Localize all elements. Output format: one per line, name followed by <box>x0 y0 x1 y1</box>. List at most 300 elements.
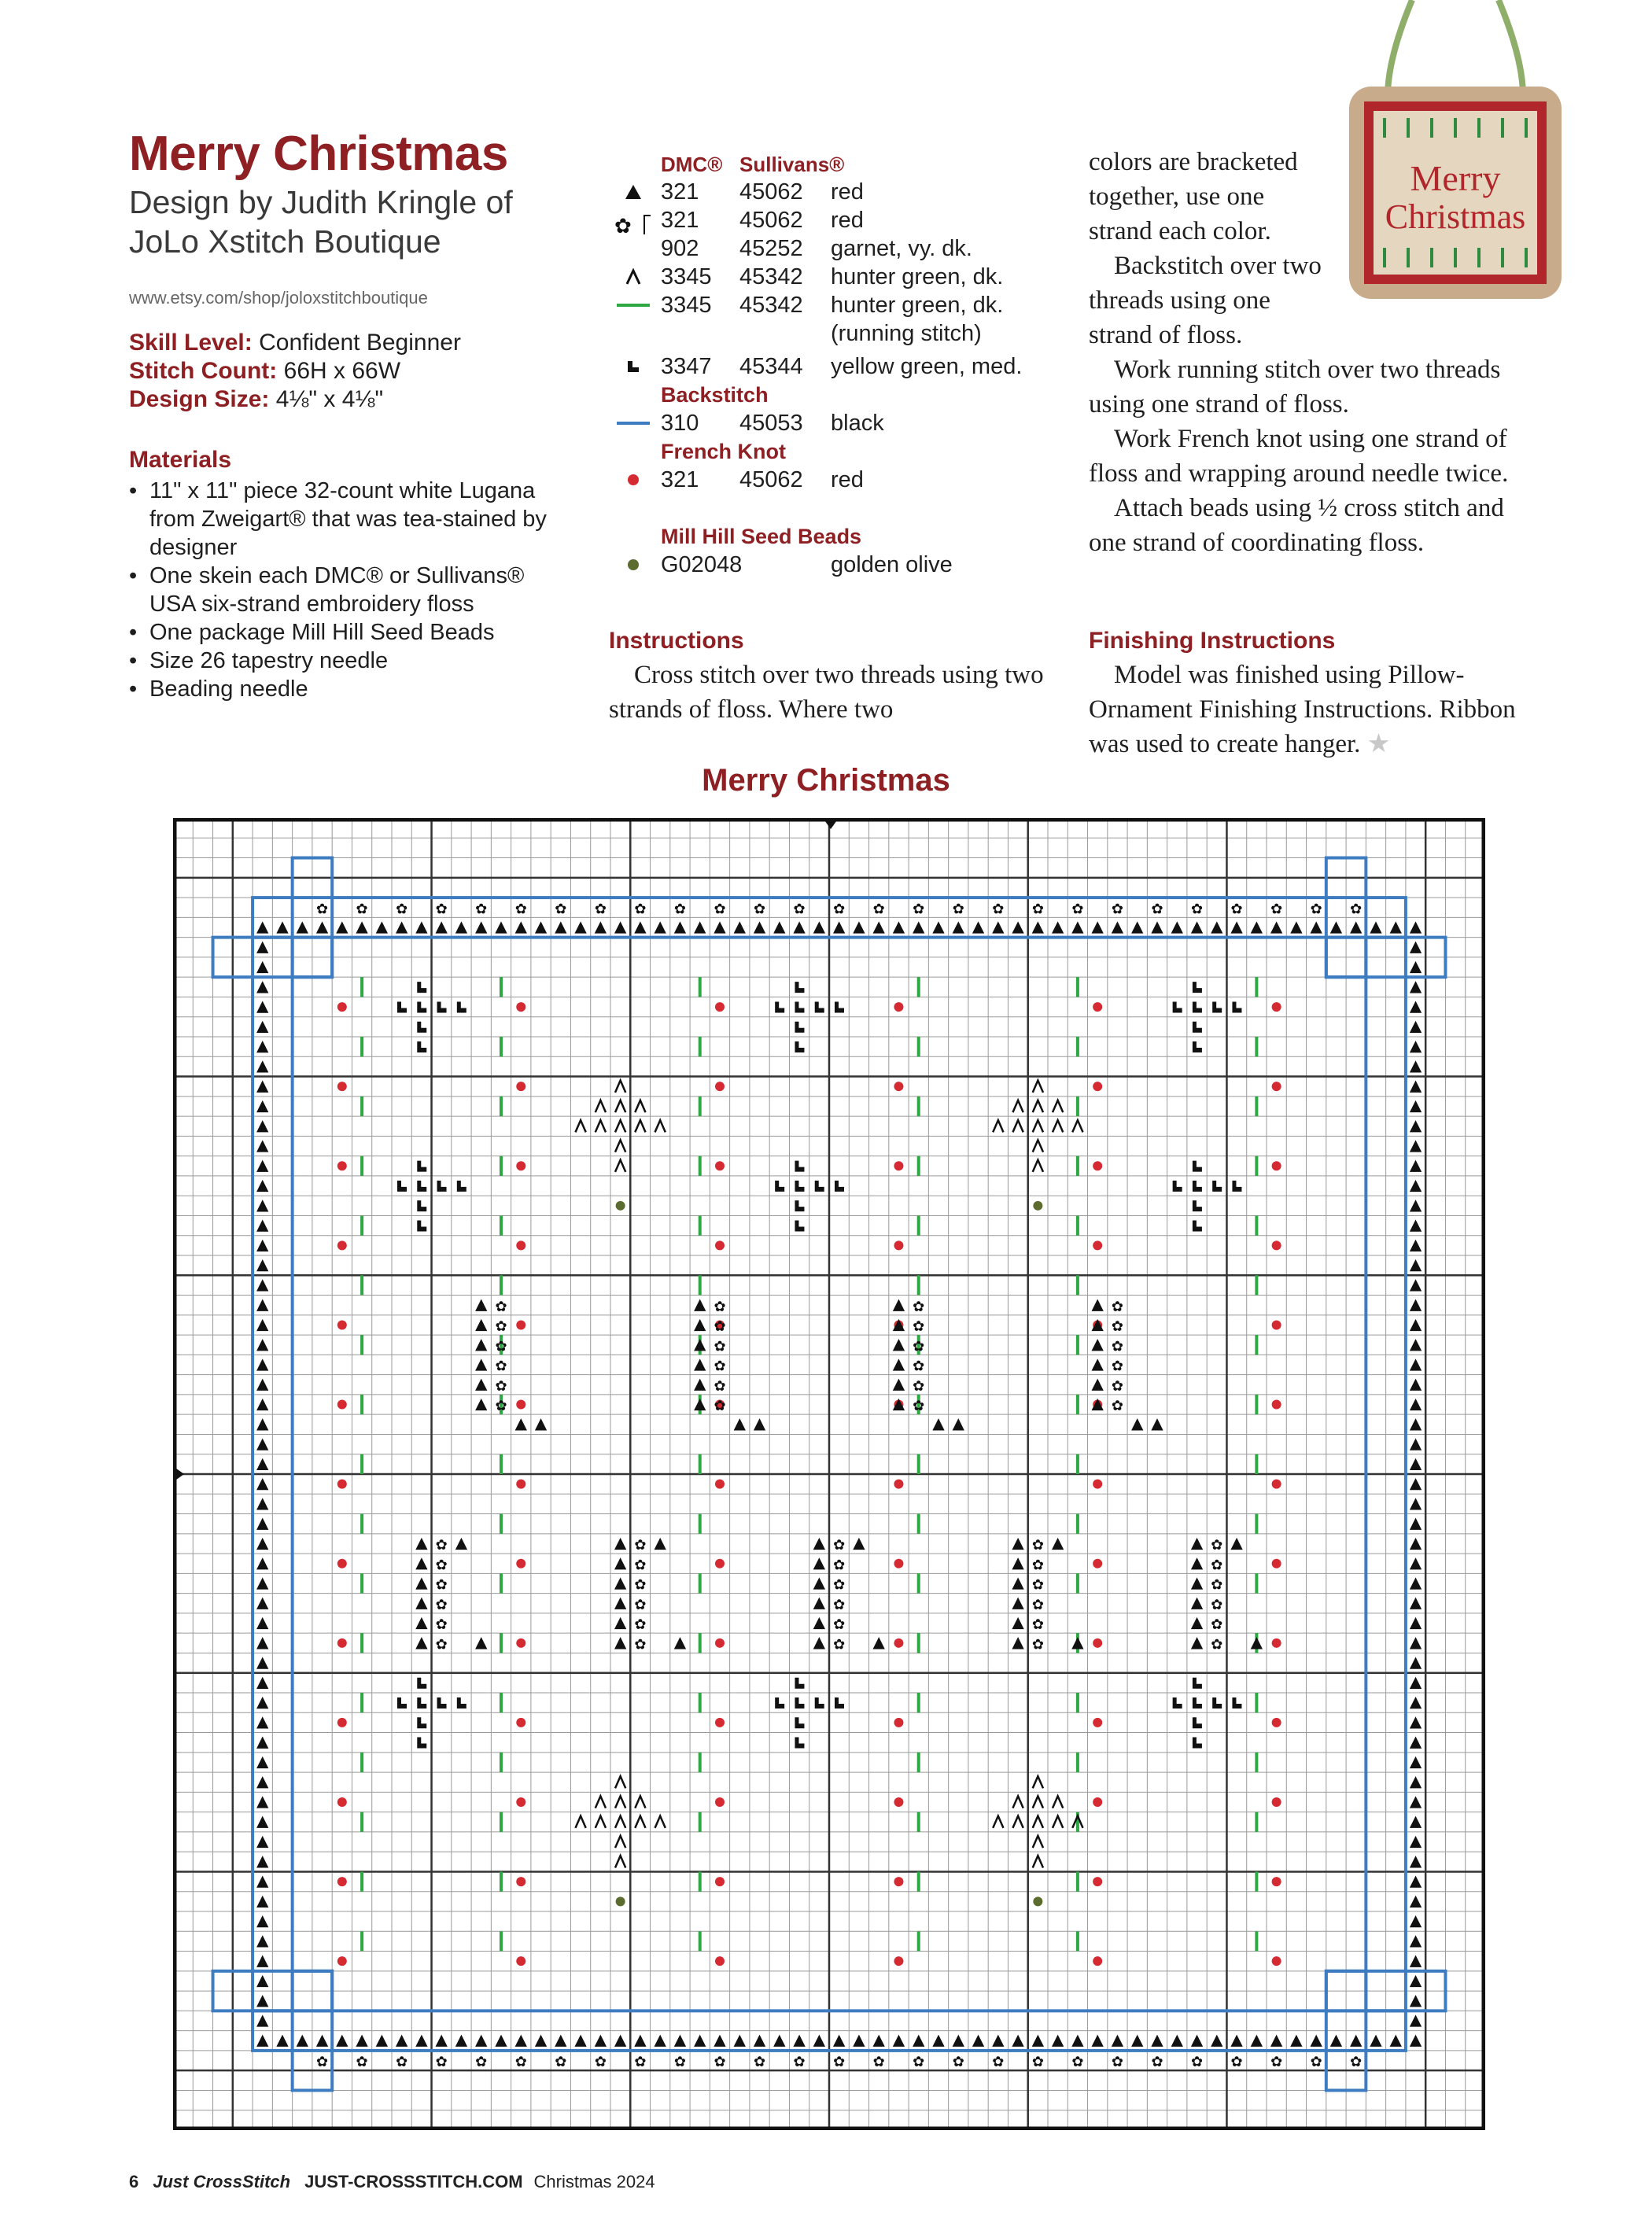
stitch-triangle <box>276 921 288 933</box>
stitch-triangle <box>1012 1577 1023 1589</box>
stitch-triangle <box>297 2035 308 2047</box>
magazine-site: JUST-CROSSSTITCH.COM <box>304 2172 523 2191</box>
stitch-flower: ✿ <box>1350 901 1363 918</box>
stitch-triangle <box>694 2035 706 2047</box>
stitch-triangle <box>475 1637 487 1649</box>
stitch-triangle <box>256 1001 268 1012</box>
stitch-caret <box>615 1140 625 1152</box>
stitch-caret <box>615 1160 625 1172</box>
stitch-triangle <box>614 921 626 933</box>
stitch-triangle <box>256 961 268 973</box>
stitch-triangle <box>1230 921 1242 933</box>
stitch-flower: ✿ <box>435 1557 448 1574</box>
stitch-triangle <box>276 2035 288 2047</box>
stitch-caret <box>1033 1796 1043 1808</box>
french-knot <box>516 1638 525 1648</box>
stitch-triangle <box>655 1538 666 1550</box>
stitch-caret <box>1033 1816 1043 1828</box>
stitch-flower: ✿ <box>1071 901 1084 918</box>
stitch-triangle <box>1410 1716 1422 1728</box>
stitch-triangle <box>396 921 407 933</box>
stitch-triangle <box>953 921 964 933</box>
stitch-triangle <box>1151 1418 1163 1430</box>
stitch-corner <box>1193 1041 1202 1052</box>
stitch-triangle <box>972 2035 984 2047</box>
stitch-flower: ✿ <box>1031 1616 1044 1634</box>
stitch-triangle <box>992 2035 1004 2047</box>
stitch-triangle <box>932 2035 944 2047</box>
stitch-triangle <box>415 1557 427 1569</box>
stitch-flower: ✿ <box>396 901 408 918</box>
seed-bead <box>616 1896 625 1906</box>
stitch-corner <box>417 1220 426 1231</box>
stitch-flower: ✿ <box>594 901 607 918</box>
stitch-triangle <box>1410 961 1422 973</box>
stitch-triangle <box>1410 1915 1422 1927</box>
stitch-flower: ✿ <box>634 1636 647 1653</box>
stitch-corner <box>1232 1001 1241 1012</box>
stitch-triangle <box>1410 1060 1422 1072</box>
svg-text:✿: ✿ <box>614 215 632 234</box>
stitch-flower: ✿ <box>634 1616 647 1634</box>
instructions-text-part-1: Cross stitch over two threads using two strands of floss. Where two <box>609 661 1044 724</box>
stitch-flower: ✿ <box>714 901 726 918</box>
french-knot <box>337 1320 347 1329</box>
stitch-flower: ✿ <box>435 1596 448 1613</box>
stitch-triangle <box>535 921 547 933</box>
stitch-triangle <box>754 1418 765 1430</box>
stitch-triangle <box>1191 1577 1203 1589</box>
french-knot <box>516 1002 525 1012</box>
stitch-flower: ✿ <box>555 901 567 918</box>
stitch-corner <box>775 1181 784 1192</box>
stitch-triangle <box>1191 921 1203 933</box>
stitch-triangle <box>1410 1438 1422 1450</box>
materials-list <box>129 477 570 703</box>
stitch-corner <box>417 1738 426 1749</box>
french-knot <box>715 1638 725 1648</box>
stitch-triangle <box>1171 921 1183 933</box>
stitch-flower: ✿ <box>992 901 1005 918</box>
stitch-triangle <box>256 1319 268 1331</box>
stitch-flower: ✿ <box>495 1377 507 1395</box>
stitch-triangle <box>1410 1557 1422 1569</box>
french-knot <box>337 1638 347 1648</box>
stitch-triangle <box>1410 1041 1422 1052</box>
stitch-triangle <box>256 1816 268 1828</box>
stitch-triangle <box>256 1617 268 1629</box>
stitch-corner <box>795 1022 804 1033</box>
french-knot <box>337 1797 347 1807</box>
stitch-triangle <box>475 1379 487 1391</box>
stitch-caret <box>993 1120 1003 1132</box>
stitch-triangle <box>1052 921 1064 933</box>
stitch-triangle <box>1211 921 1222 933</box>
stitch-triangle <box>953 1418 964 1430</box>
french-knot <box>894 1240 903 1250</box>
stitch-caret <box>1053 1796 1063 1808</box>
stitch-triangle <box>1410 1418 1422 1430</box>
french-knot <box>337 1161 347 1170</box>
stitch-triangle <box>256 1538 268 1550</box>
stitch-triangle <box>1012 1617 1023 1629</box>
page-title: Merry Christmas <box>129 127 508 181</box>
stitch-flower: ✿ <box>1031 901 1044 918</box>
stitch-flower: ✿ <box>1031 1557 1044 1574</box>
stitch-triangle <box>574 921 586 933</box>
stitch-triangle <box>813 1617 825 1629</box>
stitch-triangle <box>256 1697 268 1708</box>
stitch-triangle <box>734 921 746 933</box>
stitch-triangle <box>1410 1021 1422 1033</box>
stitch-triangle <box>1131 1418 1143 1430</box>
skill-level: Skill Level: Confident Beginner <box>129 330 461 356</box>
stitch-triangle <box>574 2035 586 2047</box>
stitch-corner <box>1193 1697 1202 1708</box>
stitch-flower: ✿ <box>673 2054 687 2071</box>
stitch-triangle <box>1390 2035 1402 2047</box>
french-knot <box>715 1161 725 1170</box>
stitch-triangle <box>256 1756 268 1768</box>
french-knot <box>715 1956 725 1966</box>
stitch-corner <box>795 982 804 993</box>
stitch-caret <box>635 1100 645 1112</box>
stitch-caret <box>615 1796 625 1808</box>
stitch-triangle <box>256 1557 268 1569</box>
stitch-flower: ✿ <box>435 2054 448 2071</box>
corner-mark-icon <box>625 358 642 375</box>
stitch-triangle <box>754 2035 765 2047</box>
stitch-triangle <box>1410 1637 1422 1649</box>
stitch-triangle <box>415 921 427 933</box>
stitch-triangle <box>256 1100 268 1112</box>
stitch-triangle <box>1410 1935 1422 1947</box>
stitch-flower: ✿ <box>1211 1537 1223 1554</box>
stitch-triangle <box>256 1498 268 1509</box>
stitch-corner <box>1193 1678 1202 1689</box>
stitch-triangle <box>1092 1379 1104 1391</box>
stitch-triangle <box>256 1657 268 1668</box>
stitch-triangle <box>495 2035 507 2047</box>
stitch-triangle <box>674 1637 686 1649</box>
stitch-triangle <box>932 921 944 933</box>
stitch-flower: ✿ <box>1190 901 1204 918</box>
stitch-triangle <box>734 2035 746 2047</box>
key-row: 3345 45342 hunter green, dk. <box>606 263 1062 291</box>
french-knot <box>715 1559 725 1568</box>
stitch-flower: ✿ <box>435 1616 448 1634</box>
french-knot <box>894 1002 903 1012</box>
stitch-triangle <box>1410 1379 1422 1391</box>
running-stitch-instruction: Work running stitch over two threads using one strand of floss. <box>1089 356 1501 418</box>
french-knot <box>1093 1956 1102 1966</box>
stitch-caret <box>1033 1140 1043 1152</box>
stitch-triangle <box>256 1160 268 1172</box>
stitch-flower: ✿ <box>475 2054 488 2071</box>
french-knot <box>1272 1480 1281 1489</box>
stitch-triangle <box>1410 1617 1422 1629</box>
french-knot <box>1093 1718 1102 1727</box>
stitch-triangle <box>1032 2035 1044 2047</box>
french-knot <box>516 1240 525 1250</box>
stitch-caret <box>635 1796 645 1808</box>
stitch-flower: ✿ <box>1111 901 1124 918</box>
stitch-corner <box>1232 1697 1241 1708</box>
dmc-header: DMC® <box>661 152 723 176</box>
stitch-triangle <box>893 1379 905 1391</box>
stitch-triangle <box>754 921 765 933</box>
stitch-flower: ✿ <box>475 901 488 918</box>
stitch-corner <box>775 1001 784 1012</box>
stitch-triangle <box>1012 2035 1023 2047</box>
stitch-flower: ✿ <box>1111 1318 1124 1336</box>
french-knot <box>516 1797 525 1807</box>
french-knot <box>337 1240 347 1250</box>
stitch-flower: ✿ <box>495 1298 507 1315</box>
stitch-triangle <box>873 921 885 933</box>
stitch-triangle <box>455 1538 467 1550</box>
stitch-caret <box>1033 1100 1043 1112</box>
stitch-triangle <box>1410 981 1422 993</box>
key-row: 902 45252 garnet, vy. dk. <box>661 235 972 261</box>
list-item: • Beading needle <box>129 675 570 703</box>
stitch-corner <box>835 1697 844 1708</box>
stitch-triangle <box>1092 1299 1104 1311</box>
stitch-corner <box>1173 1697 1182 1708</box>
stitch-flower: ✿ <box>1230 901 1243 918</box>
stitch-triangle <box>972 921 984 933</box>
stitch-triangle <box>595 921 607 933</box>
stitch-flower: ✿ <box>833 901 846 918</box>
stitch-caret <box>655 1120 666 1132</box>
stitch-corner <box>397 1001 407 1012</box>
stitch-flower: ✿ <box>753 2054 766 2071</box>
stitch-triangle <box>256 1458 268 1470</box>
stitch-triangle <box>1151 921 1163 933</box>
stitch-triangle <box>833 921 845 933</box>
sullivans-header: Sullivans® <box>739 152 845 176</box>
french-knot <box>516 1956 525 1966</box>
stitch-flower: ✿ <box>1111 1377 1124 1395</box>
stitch-triangle <box>256 2014 268 2026</box>
stitch-flower: ✿ <box>913 1298 925 1315</box>
french-knot <box>337 1718 347 1727</box>
stitch-triangle <box>1410 1319 1422 1331</box>
stitch-flower: ✿ <box>1270 901 1283 918</box>
stitch-triangle <box>1410 1100 1422 1112</box>
french-knot <box>894 1559 903 1568</box>
stitch-triangle <box>714 921 725 933</box>
stitch-corner <box>437 1001 447 1012</box>
french-knot <box>1272 1718 1281 1727</box>
stitch-corner <box>397 1181 407 1192</box>
stitch-corner <box>397 1697 407 1708</box>
stitch-flower: ✿ <box>1071 2054 1084 2071</box>
stitch-triangle <box>853 1538 865 1550</box>
stitch-corner <box>795 1717 804 1728</box>
french-knot <box>1272 1161 1281 1170</box>
stitch-triangle <box>694 1379 706 1391</box>
designer-url[interactable]: www.etsy.com/shop/joloxstitchboutique <box>129 288 428 308</box>
backstitch-instruction: Backstitch over two threads using one strand of floss. <box>1089 252 1322 349</box>
stitch-triangle <box>1410 1836 1422 1848</box>
french-knot <box>715 1082 725 1091</box>
stitch-corner <box>795 1181 804 1192</box>
stitch-corner <box>795 1041 804 1052</box>
stitch-triangle <box>1410 1737 1422 1749</box>
stitch-triangle <box>932 1418 944 1430</box>
stitch-triangle <box>1191 1617 1203 1629</box>
stitch-flower: ✿ <box>1111 1398 1124 1415</box>
stitch-caret <box>1053 1120 1063 1132</box>
stitch-triangle <box>256 1776 268 1788</box>
stitch-flower: ✿ <box>315 2054 329 2071</box>
stitch-flower: ✿ <box>1190 2054 1204 2071</box>
stitch-corner <box>417 1181 426 1192</box>
stitch-caret <box>615 1836 625 1848</box>
stitch-triangle <box>256 1478 268 1490</box>
french-knot <box>1272 1877 1281 1886</box>
stitch-triangle <box>356 921 367 933</box>
stitch-triangle <box>873 2035 885 2047</box>
french-knot <box>1093 1480 1102 1489</box>
stitch-flower: ✿ <box>1031 1596 1044 1613</box>
stitch-triangle <box>535 1418 547 1430</box>
french-knot <box>894 1638 903 1648</box>
stitch-triangle <box>1410 1856 1422 1867</box>
french-knot-heading: French Knot <box>661 439 786 463</box>
stitch-triangle <box>256 1399 268 1410</box>
stitch-flower: ✿ <box>495 1358 507 1375</box>
stitch-flower: ✿ <box>992 2054 1005 2071</box>
stitch-flower: ✿ <box>435 901 448 918</box>
design-size: Design Size: 4⅛" x 4⅛" <box>129 386 384 412</box>
page-number: 6 <box>129 2172 139 2191</box>
stitch-triangle <box>813 2035 825 2047</box>
stitch-triangle <box>1071 921 1083 933</box>
stitch-triangle <box>256 981 268 993</box>
stitch-flower: ✿ <box>833 1616 846 1634</box>
stitch-corner <box>457 1181 466 1192</box>
stitch-triangle <box>256 1836 268 1848</box>
designer-credit <box>129 182 570 261</box>
stitch-triangle <box>614 1637 626 1649</box>
stitch-flower: ✿ <box>634 901 647 918</box>
stitch-triangle <box>694 921 706 933</box>
stitch-triangle <box>1410 921 1422 933</box>
stitch-flower: ✿ <box>315 901 329 918</box>
page-footer <box>129 2172 655 2192</box>
stitch-triangle <box>256 1081 268 1093</box>
stitch-triangle <box>1131 921 1143 933</box>
stitch-triangle <box>1092 1339 1104 1351</box>
stitch-triangle <box>475 1339 487 1351</box>
stitch-triangle <box>953 2035 964 2047</box>
stitch-corner <box>1193 1717 1202 1728</box>
stitch-caret <box>635 1816 645 1828</box>
french-knot <box>1093 1240 1102 1250</box>
stitch-triangle <box>555 921 566 933</box>
stitch-triangle <box>475 921 487 933</box>
stitch-flower: ✿ <box>514 2054 527 2071</box>
stitch-triangle <box>694 1319 706 1331</box>
stitch-triangle <box>1330 2035 1342 2047</box>
key-row: 321 45062 red <box>606 178 1062 206</box>
stitch-corner <box>417 1697 426 1708</box>
stitch-triangle <box>415 1598 427 1609</box>
stitch-flower: ✿ <box>1211 1616 1223 1634</box>
stitch-triangle <box>475 1319 487 1331</box>
stitch-triangle <box>614 2035 626 2047</box>
stitch-triangle <box>1311 2035 1322 2047</box>
stitch-triangle <box>256 1418 268 1430</box>
french-knot <box>337 1559 347 1568</box>
stitch-triangle <box>475 2035 487 2047</box>
stitch-corner <box>775 1697 784 1708</box>
stitch-flower: ✿ <box>495 1318 507 1336</box>
stitch-triangle <box>1251 2035 1263 2047</box>
stitch-triangle <box>256 1518 268 1530</box>
stitch-triangle <box>893 1358 905 1370</box>
stitch-triangle <box>256 1577 268 1589</box>
french-knot <box>1093 1877 1102 1886</box>
stitch-triangle <box>316 2035 328 2047</box>
stitch-triangle <box>1191 1557 1203 1569</box>
stitch-triangle <box>1171 2035 1183 2047</box>
stitch-triangle <box>1410 1120 1422 1132</box>
stitch-triangle <box>1410 1598 1422 1609</box>
french-knot <box>516 1559 525 1568</box>
stitch-triangle <box>535 2035 547 2047</box>
stitch-triangle <box>1410 1399 1422 1410</box>
key-row: 321 45062 red <box>606 466 1062 494</box>
stitch-triangle <box>1112 2035 1123 2047</box>
list-item: • One package Mill Hill Seed Beads <box>129 618 570 647</box>
stitch-triangle <box>1012 1598 1023 1609</box>
stitch-flower: ✿ <box>714 1318 726 1336</box>
stitch-triangle <box>1191 1637 1203 1649</box>
stitch-triangle <box>1410 1995 1422 2007</box>
seed-bead <box>616 1201 625 1211</box>
french-knot-dot-icon <box>625 472 641 488</box>
stitch-triangle <box>1410 1200 1422 1211</box>
french-knot <box>715 1240 725 1250</box>
stitch-flower: ✿ <box>435 1537 448 1554</box>
stitch-triangle <box>256 1915 268 1927</box>
stitch-triangle <box>1410 2014 1422 2026</box>
stitch-triangle <box>1071 2035 1083 2047</box>
stitch-flower: ✿ <box>913 1318 925 1336</box>
stitch-triangle <box>1012 921 1023 933</box>
stitch-flower: ✿ <box>1211 1596 1223 1613</box>
stitch-flower: ✿ <box>495 1398 507 1415</box>
stitch-caret <box>615 1120 625 1132</box>
materials-heading: Materials <box>129 447 232 473</box>
stitch-triangle <box>256 1875 268 1887</box>
stitch-triangle <box>614 1577 626 1589</box>
stitch-caret <box>1072 1120 1082 1132</box>
stitch-caret <box>1012 1796 1023 1808</box>
stitch-corner <box>417 1717 426 1728</box>
stitch-flower: ✿ <box>913 1338 925 1355</box>
stitch-caret <box>596 1120 606 1132</box>
french-knot <box>715 1877 725 1886</box>
stitch-corner <box>1193 1022 1202 1033</box>
french-knot <box>715 1480 725 1489</box>
stitch-caret <box>1033 1160 1043 1172</box>
french-knot <box>337 1956 347 1966</box>
stitch-triangle <box>256 1637 268 1649</box>
